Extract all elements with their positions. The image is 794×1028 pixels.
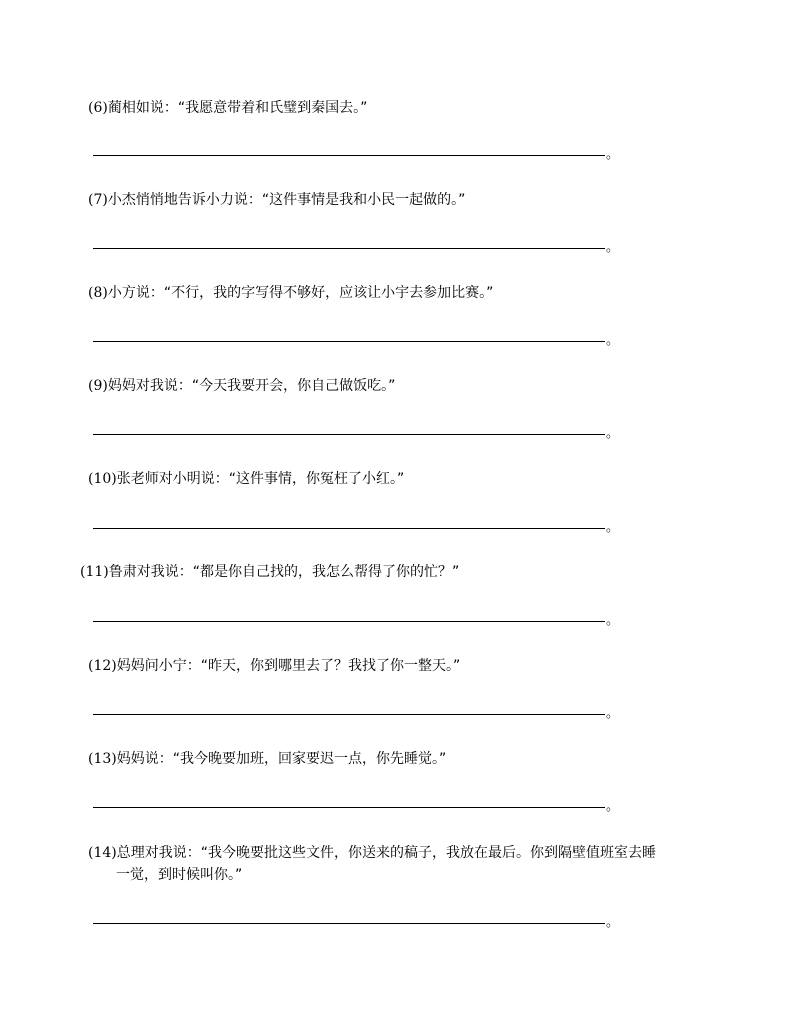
question-text: 妈妈对我说：“今天我要开会，你自己做饭吃。” (107, 378, 396, 394)
question-8 (88, 282, 493, 304)
answer-period: 。 (606, 706, 620, 721)
question-7 (88, 189, 465, 211)
answer-period: 。 (606, 426, 620, 441)
question-text: 小方说：“不行，我的字写得不够好，应该让小宇去参加比赛。” (107, 285, 494, 301)
question-text: 总理对我说：“我今晚要批这些文件，你送来的稿子，我放在最后。你到隔壁值班室去睡 (116, 845, 657, 861)
question-6 (88, 97, 367, 119)
answer-line-12[interactable] (93, 714, 605, 715)
question-number: (13) (88, 751, 117, 767)
question-text: 张老师对小明说：“这件事情，你冤枉了小红。” (116, 471, 405, 487)
question-11 (80, 561, 459, 583)
question-number: (11) (80, 564, 109, 580)
question-number: (12) (88, 658, 117, 674)
answer-line-7[interactable] (93, 248, 605, 249)
answer-period: 。 (606, 147, 620, 162)
question-number: (9) (88, 378, 108, 394)
question-number: (14) (88, 845, 117, 861)
question-text: 鲁肃对我说：“都是你自己找的，我怎么帮得了你的忙？” (108, 564, 460, 580)
answer-period: 。 (606, 240, 620, 255)
answer-line-9[interactable] (93, 434, 605, 435)
question-text: 小杰悄悄地告诉小力说：“这件事情是我和小民一起做的。” (107, 192, 466, 208)
answer-line-14[interactable] (93, 923, 605, 924)
answer-period: 。 (606, 799, 620, 814)
question-10 (88, 468, 404, 490)
answer-period: 。 (606, 915, 620, 930)
question-14 (88, 842, 728, 886)
answer-line-6[interactable] (93, 155, 605, 156)
question-text: 妈妈问小宁：“昨天，你到哪里去了？我找了你一整天。” (116, 658, 461, 674)
question-9 (88, 375, 395, 397)
question-text-continued: 一觉，到时候叫你。” (116, 867, 243, 883)
answer-line-8[interactable] (93, 341, 605, 342)
question-number: (6) (88, 100, 108, 116)
answer-line-10[interactable] (93, 528, 605, 529)
answer-period: 。 (606, 333, 620, 348)
question-number: (8) (88, 285, 108, 301)
question-text: 蔺相如说：“我愿意带着和氏璧到秦国去。” (107, 100, 368, 116)
question-number: (7) (88, 192, 108, 208)
question-12 (88, 655, 460, 677)
answer-period: 。 (606, 520, 620, 535)
question-text: 妈妈说：“我今晚要加班，回家要迟一点，你先睡觉。” (116, 751, 447, 767)
question-13 (88, 748, 446, 770)
answer-period: 。 (606, 613, 620, 628)
answer-line-11[interactable] (93, 621, 605, 622)
question-number: (10) (88, 471, 117, 487)
answer-line-13[interactable] (93, 807, 605, 808)
